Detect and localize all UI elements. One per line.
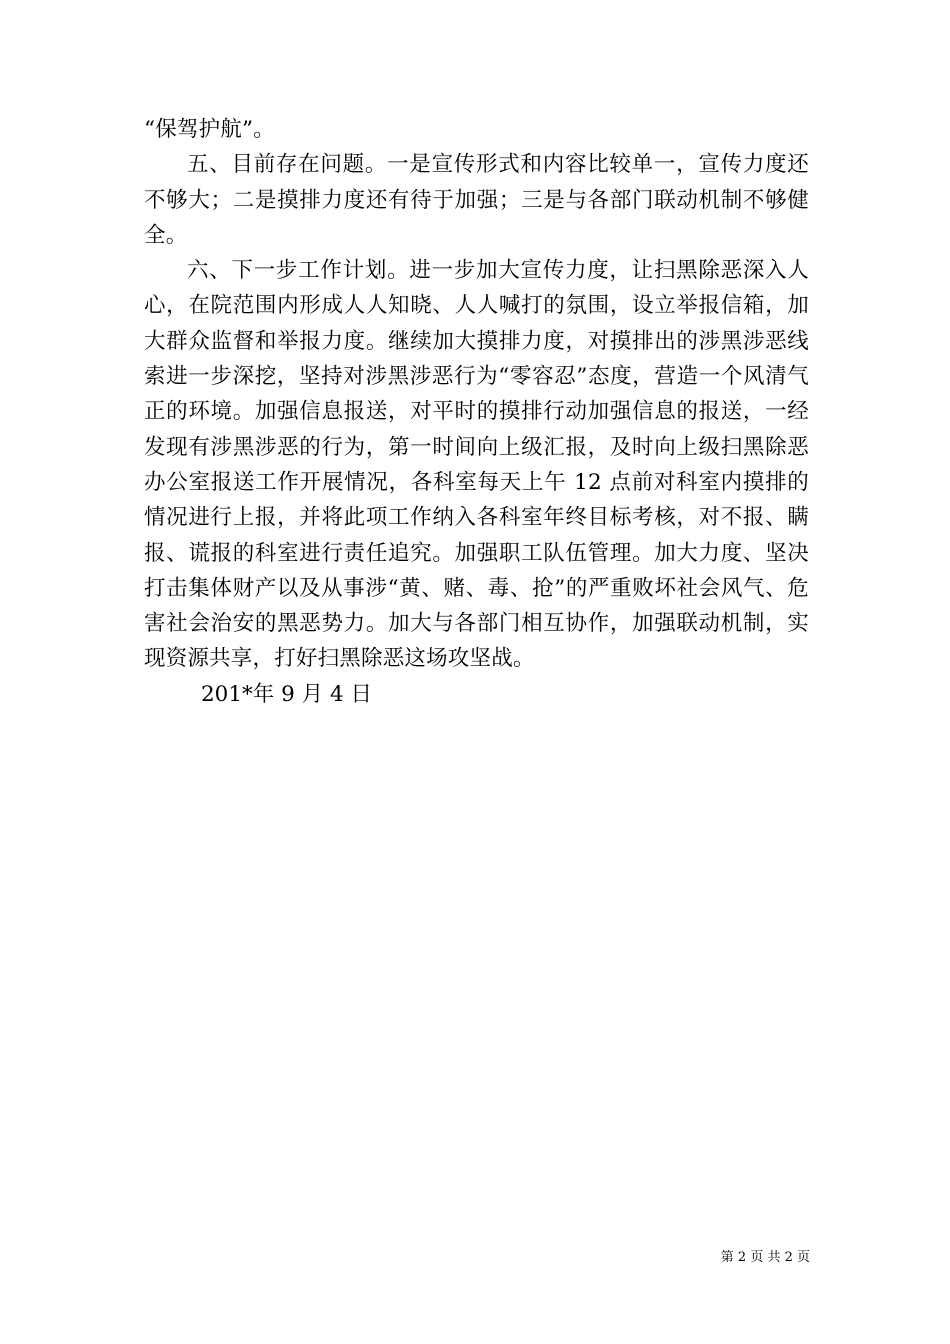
paragraph-section-six: 六、下一步工作计划。进一步加大宣传力度，让扫黑除恶深入人心，在院范围内形成人人知晓、人人喊打的氛围，设立举报信箱，加大群众监督和举报力度。继续加大摸排力度，对摸排出的涉黑涉恶线索进一步深挖，坚持对涉黑涉恶行为“零容忍”态度，营造一个风清气正的环境。加强信息报送，对平时的摸排行动加强信息的报送，一经发现有涉黑涉恶的行为，第一时间向上级汇报，及时向上级扫黑除恶办公室报送工作开展情况，各科室每天上午 12 点前对科室内摸排的情况进行上报，并将此项工作纳入各科室年终目标考核，对不报、瞒报、谎报的科室进行责任追究。加强职工队伍管理。加大力度、坚决打击集体财产以及从事涉“黄、赌、毒、抢”的严重败坏社会风气、危害社会治安的黑恶势力。加大与各部门相互协作，加强联动机制，实现资源共享，打好扫黑除恶这场攻坚战。 bbox=[144, 258, 809, 672]
page-number: 第 2 页 共 2 页 bbox=[720, 1250, 810, 1265]
paragraph-continuation: “保驾护航”。 bbox=[144, 117, 275, 142]
document-body bbox=[144, 112, 809, 712]
page-footer bbox=[0, 1250, 810, 1266]
document-date: 201*年 9 月 4 日 bbox=[201, 681, 372, 707]
paragraph-section-five: 五、目前存在问题。一是宣传形式和内容比较单一，宣传力度还不够大；二是摸排力度还有待于加强；三是与各部门联动机制不够健全。 bbox=[144, 152, 809, 248]
